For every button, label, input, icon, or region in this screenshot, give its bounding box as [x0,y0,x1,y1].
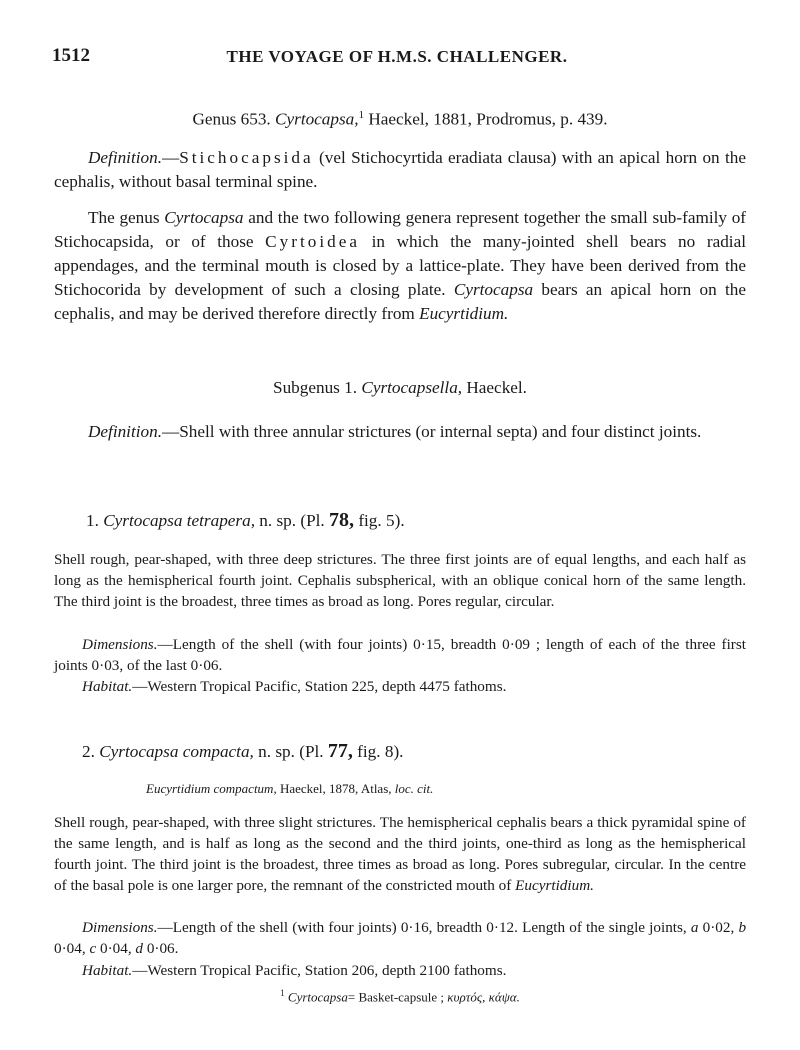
plate-number: 77, [327,740,353,762]
species-habitat: Habitat.—Western Tropical Pacific, Station 206, depth 2100 fathoms. [82,962,507,979]
genus-heading: Genus 653. Cyrtocapsa,$^1$ Haeckel, 1881, Prodromus, p. 439. [192,109,608,129]
footnote: $^1$ Cyrtocapsa= Basket-capsule ; κυρτός, κάψα. [280,988,520,1005]
species-description: Shell rough, pear-shaped, with three deep strictures. The three first joints are of equal lengths, and each half as long as the hemispherical fourth joint. Cephalis subspherical, with an oblique conical horn of the same length. The third joint is the broadest, three times as broad as long. Pores regular, circular. [54,551,746,610]
running-header [52,45,742,73]
page-number: 1512 [52,45,90,66]
species-name: Cyrtocapsa compacta, [99,742,254,761]
definition-label: Definition. [88,148,162,167]
species-name: Cyrtocapsa tetrapera, [103,511,255,530]
subgenus-heading: Subgenus 1. Cyrtocapsella, Haeckel. [273,378,527,397]
footnote-ref: 1 [358,109,365,121]
species-description: Shell rough, pear-shaped, with three slight strictures. The hemispherical cephalis bears a thick pyramidal spine of the same length, and is half as long as the second and the third joints, one-third as long as the hemispherical fourth joint. The third joint is the broadest, three times as broad as long. Pores subregular, circular. In the centre of the basal pole is one larger pore, the remnant of the constricted mouth of Eucyrtidium. [54,814,746,894]
genus-definition: Definition.—Stichocapsida (vel Stichocyrtida eradiata clausa) with an apical horn on the cephalis, without basal terminal spine. [54,148,746,191]
species-dimensions: Dimensions.—Length of the shell (with four joints) 0·16, breadth 0·12. Length of the single joints, a 0·02, b 0·04, c 0·04, d 0·06. [54,919,747,957]
running-title: THE VOYAGE OF H.M.S. CHALLENGER. [226,47,568,66]
species-synonym: Eucyrtidium compactum, Haeckel, 1878, Atlas, loc. cit. [146,781,434,796]
species-dimensions: Dimensions.—Length of the shell (with four joints) 0·15, breadth 0·09 ; length of each of the three first joints 0·03, of the last 0·06. [54,636,746,674]
species-habitat: Habitat.—Western Tropical Pacific, Station 225, depth 4475 fathoms. [82,678,507,695]
genus-description: The genus Cyrtocapsa and the two following genera represent together the small sub-family of Stichocapsida, or of those Cyrtoidea in which the many-jointed shell bears no radial appendages, and the terminal mouth is closed by a lattice-plate. They have been derived from the Stichocorida by development of such a closing plate. Cyrtocapsa bears an apical horn on the cephalis, and may be derived therefore directly from Eucyrtidium. [54,208,747,323]
species-heading: 2. Cyrtocapsa compacta, n. sp. (Pl. 77, fig. 8). [82,740,404,762]
species-heading: 1. Cyrtocapsa tetrapera, n. sp. (Pl. 78, fig. 5). [86,509,405,531]
genus-name: Cyrtocapsa, [275,109,359,129]
plate-number: 78, [329,509,355,531]
subgenus-name: Cyrtocapsella, [361,378,463,397]
subgenus-definition: Definition.—Shell with three annular strictures (or internal septa) and four distinct joints. [88,422,702,441]
